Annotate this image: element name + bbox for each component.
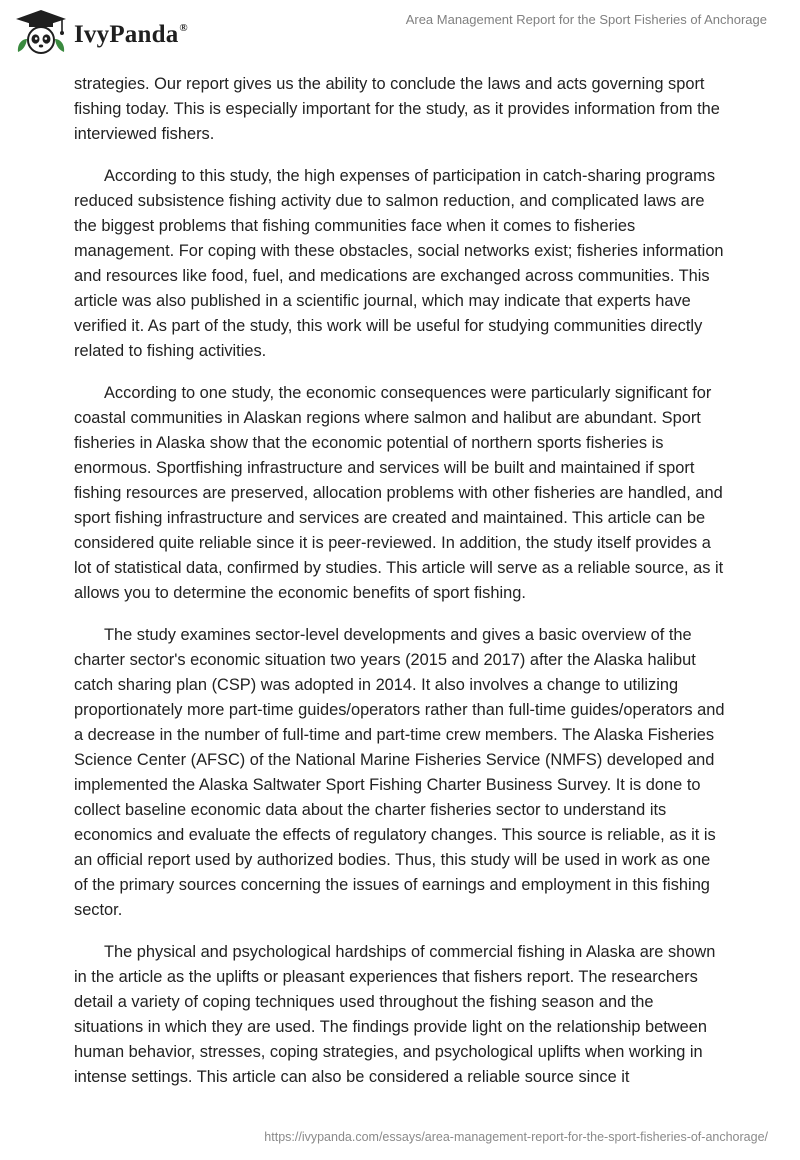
paragraph-1: strategies. Our report gives us the ability to conclude the laws and acts governing sport fishing today. This is especially important for the study, as it provides information from the interviewed fishers.	[74, 75, 720, 143]
ivypanda-logo[interactable]	[14, 8, 188, 56]
brand-name: IvyPanda®	[74, 21, 188, 48]
paragraph-5: The physical and psychological hardships of commercial fishing in Alaska are shown in the article as the uplifts or pleasant experiences that fishers report. The researchers detail a variety of coping techniques used throughout the fishing season and the situations in which they are used. The findings provide light on the relationship between human behavior, stresses, coping strategies, and psychological uplifts when working in intense settings. This article can also be considered a reliable source since it	[74, 943, 716, 1086]
paragraph-3: According to one study, the economic consequences were particularly significant for coastal communities in Alaskan regions where salmon and halibut are abundant. Sport fisheries in Alaska show that the economic potential of northern sports fisheries is enormous. Sportfishing infrastructure and services will be built and maintained if sport fishing resources are preserved, allocation problems with other fisheries are handled, and sport fishing infrastructure and services are created and maintained. This article can be considered quite reliable since it is peer-reviewed. In addition, the study itself provides a lot of statistical data, confirmed by studies. This article will serve as a reliable source, as it allows you to determine the economic benefits of sport fishing.	[74, 384, 724, 602]
source-url-link[interactable]: https://ivypanda.com/essays/area-management-report-for-the-sport-fisheries-of-anchorage/	[264, 1130, 768, 1144]
paragraph-2: According to this study, the high expenses of participation in catch-sharing programs reduced subsistence fishing activity due to salmon reduction, and complicated laws are the biggest problems that fishing communities face when it comes to fisheries management. For coping with these obstacles, social networks exist; fisheries information and resources like food, fuel, and medications are exchanged across communities. This article was also published in a scientific journal, which may indicate that experts have verified it. As part of the study, this work will be useful for studying communities directly related to fishing activities.	[74, 167, 724, 360]
page-header	[0, 0, 800, 70]
registered-mark: ®	[179, 22, 188, 34]
essay-body	[74, 72, 726, 1107]
paragraph-4: The study examines sector-level developments and gives a basic overview of the charter sector's economic situation two years (2015 and 2017) after the Alaska halibut catch sharing plan (CSP) was adopted in 2014. It also involves a change to utilizing proportionately more part-time guides/operators rather than full-time guides/operators and a decrease in the number of full-time and part-time crew members. The Alaska Fisheries Science Center (AFSC) of the National Marine Fisheries Service (NMFS) developed and implemented the Alaska Saltwater Sport Fishing Charter Business Survey. It is done to collect baseline economic data about the charter fisheries sector to understand its economics and evaluate the effects of regulatory changes. This source is reliable, as it is an official report used by authorized bodies. Thus, this study will be used in work as one of the primary sources concerning the issues of earnings and employment in this fishing sector.	[74, 626, 725, 919]
document-title: Area Management Report for the Sport Fisheries of Anchorage	[405, 12, 767, 27]
panda-graduate-icon	[14, 8, 68, 56]
